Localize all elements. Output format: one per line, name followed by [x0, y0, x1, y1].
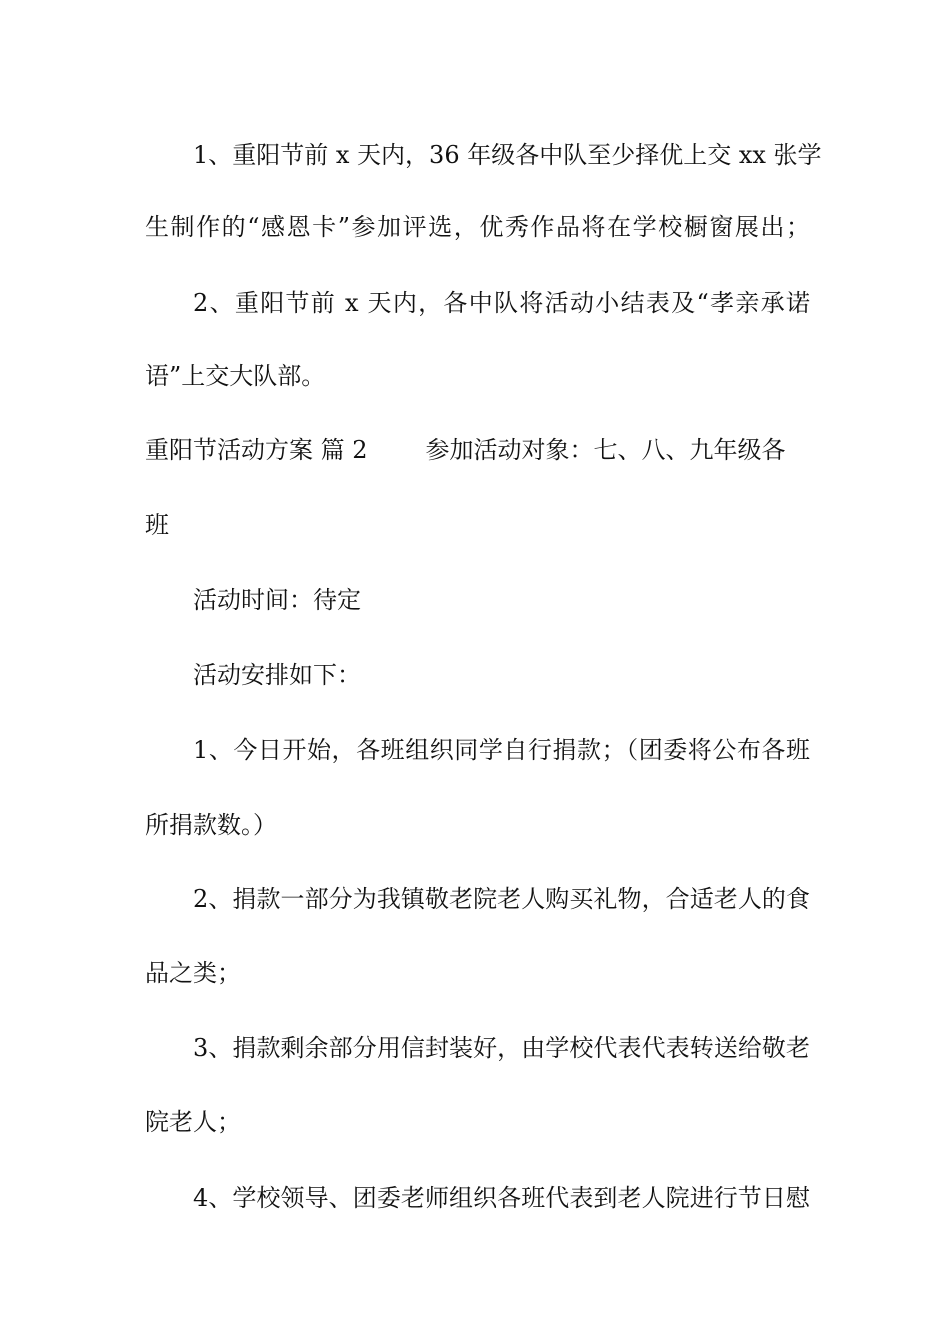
section-heading: 重阳节活动方案 篇 2: [145, 436, 368, 464]
paragraph-line: 班: [145, 511, 169, 539]
paragraph-line: 1、今日开始，各班组织同学自行捐款；（团委将公布各班: [193, 736, 810, 764]
section-heading-line: [145, 435, 810, 465]
paragraph-line: 1、重阳节前 x 天内，36 年级各中队至少择优上交 xx 张学: [193, 141, 822, 169]
paragraph-line: 语”上交大队部。: [145, 362, 326, 390]
paragraph-line: 所捐款数。）: [145, 811, 277, 839]
paragraph-line: 品之类；: [145, 959, 241, 987]
paragraph-line: 生制作的“感恩卡”参加评选，优秀作品将在学校橱窗展出；: [145, 213, 810, 241]
paragraph-line: 4、学校领导、团委老师组织各班代表到老人院进行节日慰: [193, 1184, 810, 1212]
paragraph-line: 3、捐款剩余部分用信封装好，由学校代表代表转送给敬老: [193, 1034, 810, 1062]
arrangement-heading: 活动安排如下：: [193, 661, 361, 689]
participants-text: 参加活动对象：七、八、九年级各: [425, 436, 786, 464]
activity-time: 活动时间：待定: [193, 586, 361, 614]
paragraph-line: 院老人；: [145, 1108, 241, 1136]
paragraph-line: 2、捐款一部分为我镇敬老院老人购买礼物，合适老人的食: [193, 885, 810, 913]
paragraph-line: 2、重阳节前 x 天内，各中队将活动小结表及“孝亲承诺: [193, 289, 810, 317]
